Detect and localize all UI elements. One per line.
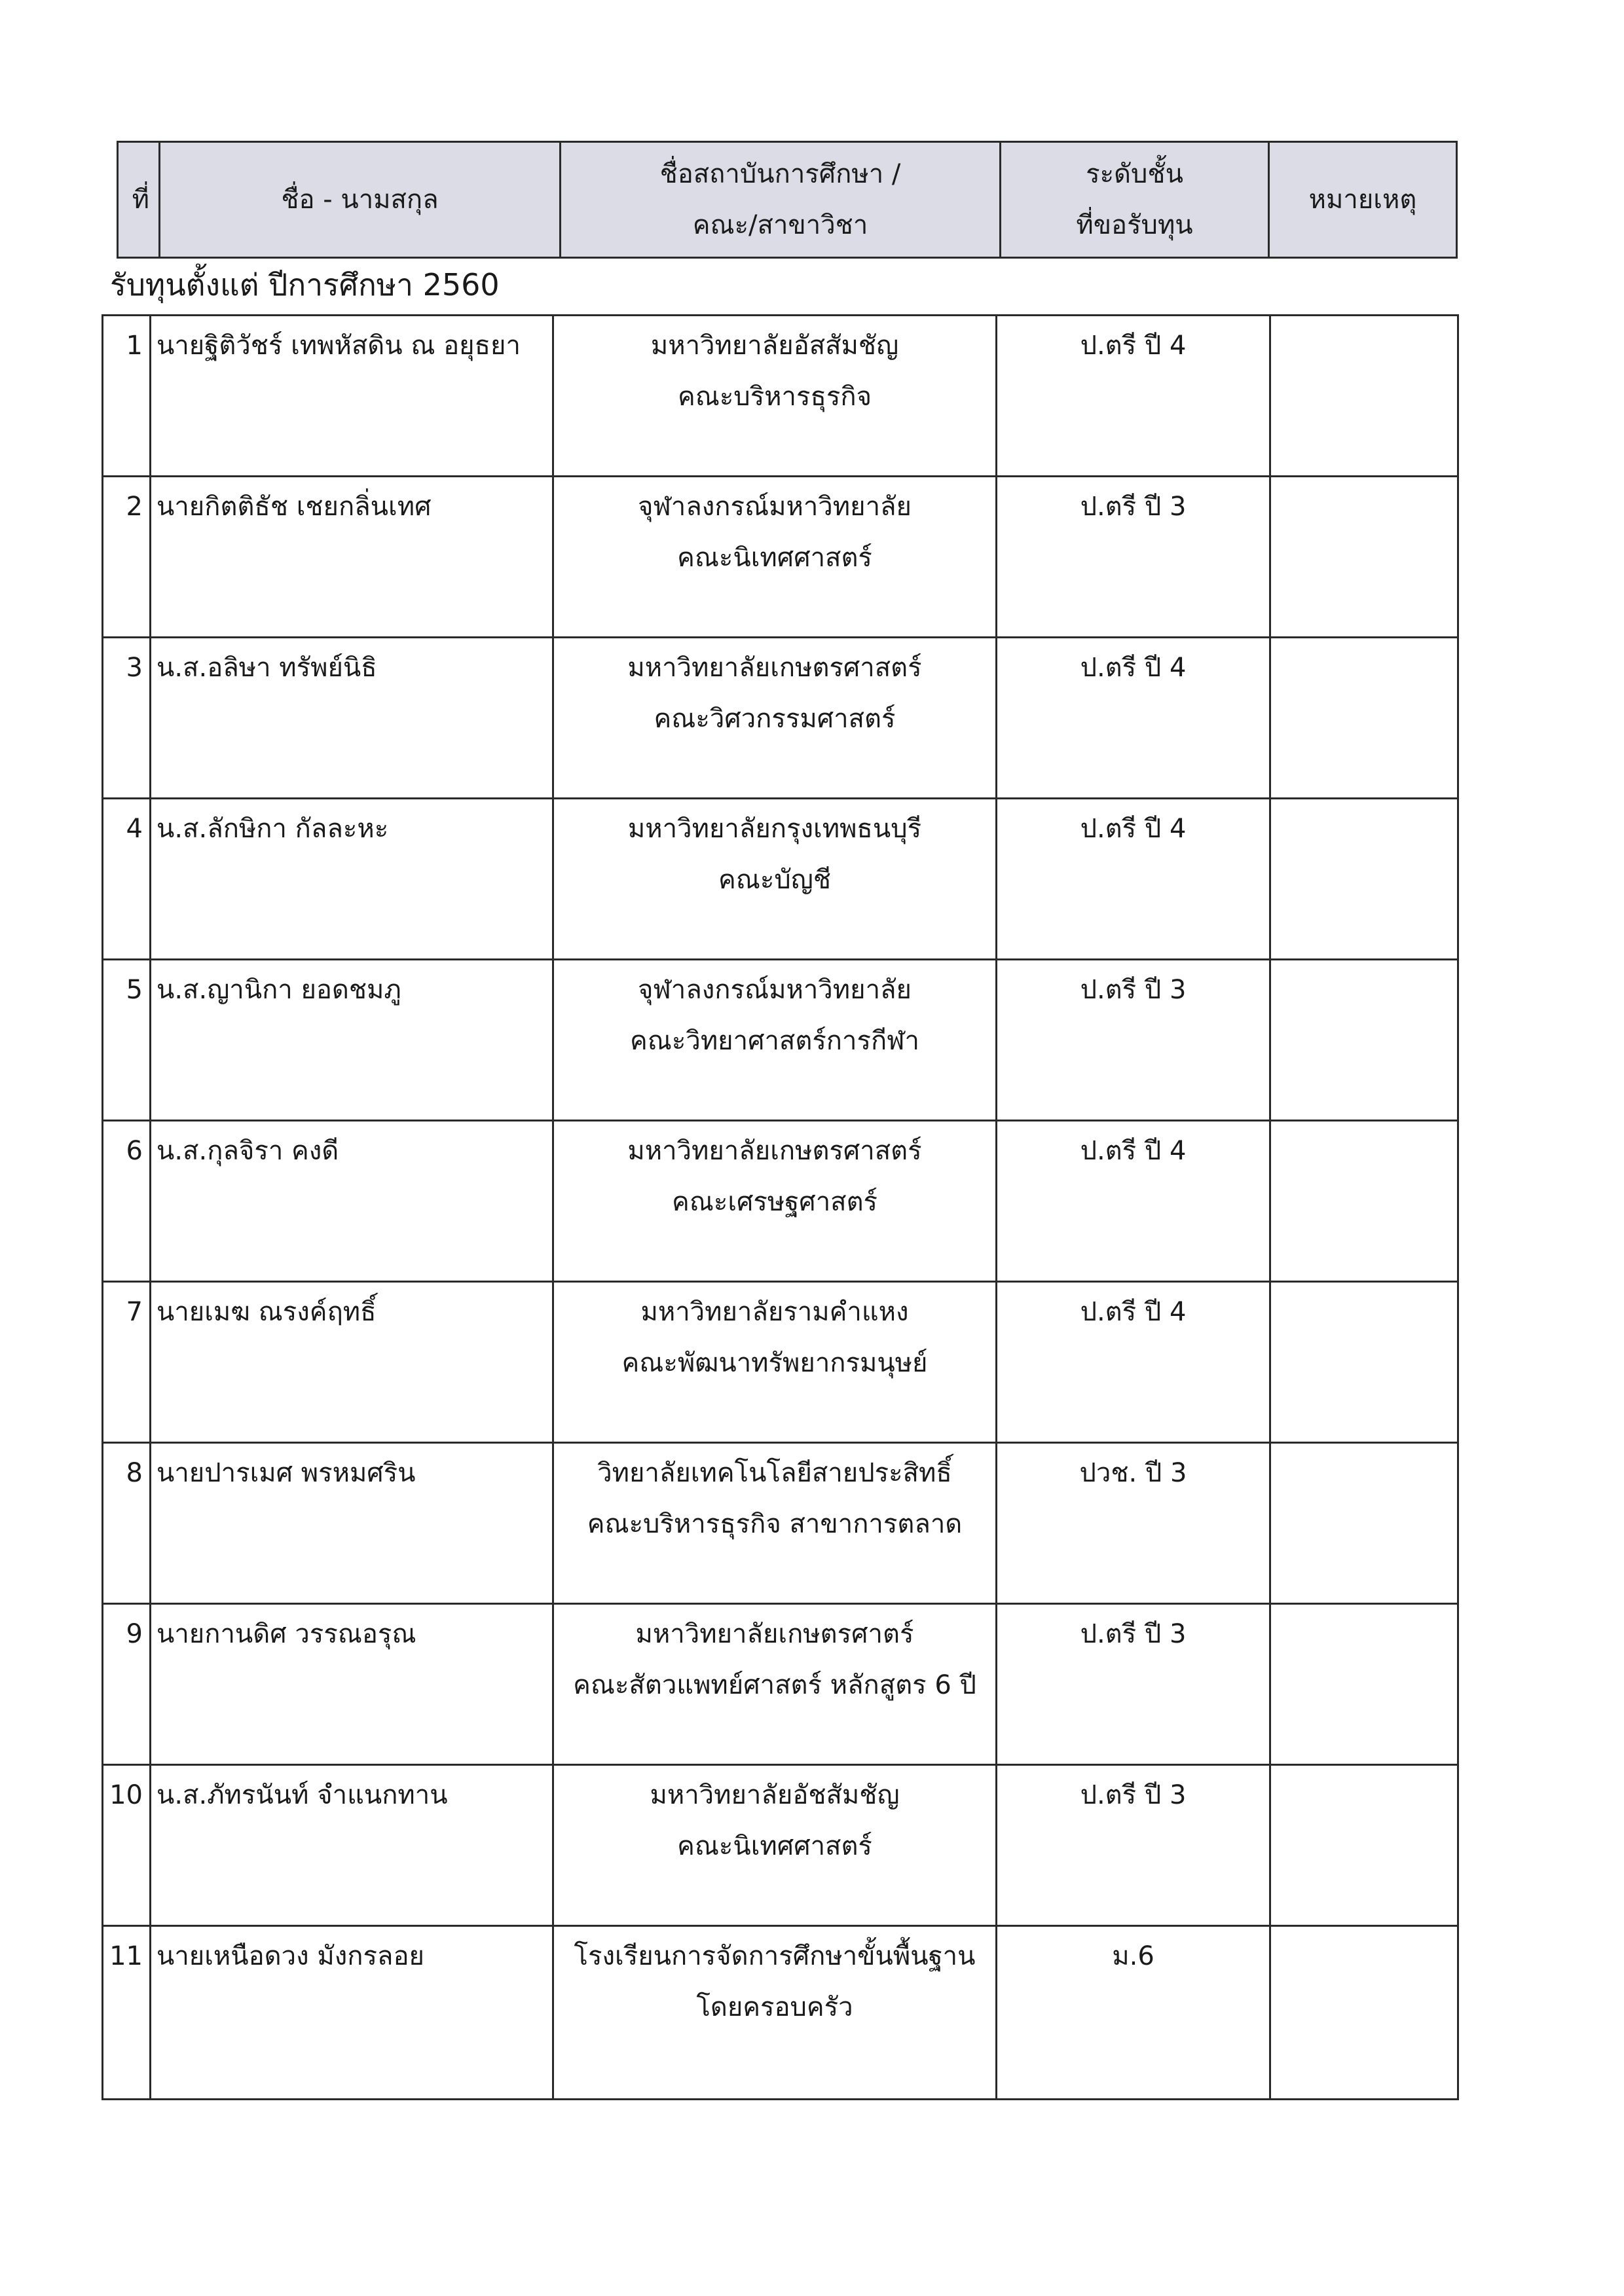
table-row [103, 1443, 1458, 1604]
row-name: น.ส.ภัทรนันท์ จำแนกทาน [151, 1765, 553, 1926]
table-row [103, 960, 1458, 1121]
table-row [103, 1604, 1458, 1765]
header-row [118, 142, 1457, 258]
row-institution-cell [553, 1765, 997, 1926]
row-level: ป.ตรี ปี 3 [997, 1765, 1270, 1926]
scholarship-table [101, 314, 1459, 2100]
row-number: 6 [103, 1121, 151, 1282]
row-name: นายฐิติวัชร์ เทพหัสดิน ณ อยุธยา [151, 316, 553, 477]
row-remark [1270, 477, 1458, 638]
table-row [103, 1282, 1458, 1443]
table-row [103, 638, 1458, 799]
table-row [103, 1926, 1458, 2100]
row-level: ป.ตรี ปี 3 [997, 960, 1270, 1121]
row-name: นายปารเมศ พรหมศริน [151, 1443, 553, 1604]
row-remark [1270, 1282, 1458, 1443]
row-level: ป.ตรี ปี 4 [997, 638, 1270, 799]
row-remark [1270, 960, 1458, 1121]
row-name: นายกิตติธัช เชยกลิ่นเทศ [151, 477, 553, 638]
row-institution-cell [553, 799, 997, 960]
row-remark [1270, 1926, 1458, 2100]
row-faculty: คณะวิทยาศาสตร์การกีฬา [630, 1026, 919, 1056]
row-number: 8 [103, 1443, 151, 1604]
header-no: ที่ [118, 142, 160, 258]
row-level: ป.ตรี ปี 4 [997, 316, 1270, 477]
row-faculty: คณะเศรษฐศาสตร์ [671, 1187, 878, 1217]
header-level [1001, 142, 1269, 258]
row-number: 11 [103, 1926, 151, 2100]
row-remark [1270, 1121, 1458, 1282]
row-institution-cell [553, 638, 997, 799]
row-remark [1270, 638, 1458, 799]
table-row [103, 477, 1458, 638]
row-remark [1270, 799, 1458, 960]
row-level: ป.ตรี ปี 3 [997, 1604, 1270, 1765]
row-level: ปวช. ปี 3 [997, 1443, 1270, 1604]
row-institution: มหาวิทยาลัยอัสสัมชัญ [650, 331, 899, 361]
row-name: น.ส.กุลจิรา คงดี [151, 1121, 553, 1282]
row-institution-cell [553, 1604, 997, 1765]
row-faculty: คณะบริหารธุรกิจ [677, 382, 872, 412]
row-remark [1270, 316, 1458, 477]
row-name: นายเหนือดวง มังกรลอย [151, 1926, 553, 2100]
row-faculty: คณะวิศวกรรมศาสตร์ [654, 704, 896, 734]
section-title: รับทุนตั้งแต่ ปีการศึกษา 2560 [110, 267, 500, 302]
row-level: ม.6 [997, 1926, 1270, 2100]
row-institution: จุฬาลงกรณ์มหาวิทยาลัย [638, 492, 912, 522]
header-remark: หมายเหตุ [1269, 142, 1457, 258]
row-institution-cell [553, 1443, 997, 1604]
header-level-line-1: ระดับชั้น [1086, 159, 1183, 189]
row-number: 3 [103, 638, 151, 799]
row-number: 5 [103, 960, 151, 1121]
row-faculty: คณะนิเทศศาสตร์ [677, 1831, 872, 1861]
header-name: ชื่อ - นามสกุล [160, 142, 561, 258]
row-institution: โรงเรียนการจัดการศึกษาขั้นพื้นฐาน [574, 1941, 976, 1971]
row-number: 2 [103, 477, 151, 638]
header-institution [561, 142, 1001, 258]
row-level: ป.ตรี ปี 3 [997, 477, 1270, 638]
row-faculty: โดยครอบครัว [696, 1992, 853, 2022]
row-institution: มหาวิทยาลัยอัชสัมชัญ [650, 1780, 900, 1810]
header-institution-line-2: คณะ/สาขาวิชา [692, 210, 868, 240]
table-row [103, 316, 1458, 477]
table-row [103, 1121, 1458, 1282]
row-institution: จุฬาลงกรณ์มหาวิทยาลัย [638, 975, 912, 1005]
row-number: 7 [103, 1282, 151, 1443]
row-number: 4 [103, 799, 151, 960]
row-remark [1270, 1443, 1458, 1604]
row-name: นายกานดิศ วรรณอรุณ [151, 1604, 553, 1765]
row-institution-cell [553, 316, 997, 477]
row-number: 9 [103, 1604, 151, 1765]
row-name: น.ส.อลิษา ทรัพย์นิธิ [151, 638, 553, 799]
row-institution-cell [553, 1926, 997, 2100]
row-faculty: คณะบัญชี [718, 865, 831, 895]
table-header [117, 141, 1458, 259]
row-institution-cell [553, 1121, 997, 1282]
row-level: ป.ตรี ปี 4 [997, 1282, 1270, 1443]
header-institution-line-1: ชื่อสถาบันการศึกษา / [659, 159, 901, 189]
table-row [103, 799, 1458, 960]
row-number: 1 [103, 316, 151, 477]
header-level-line-2: ที่ขอรับทุน [1076, 210, 1193, 240]
row-faculty: คณะบริหารธุรกิจ สาขาการตลาด [587, 1509, 963, 1539]
row-institution: มหาวิทยาลัยรามคำแหง [640, 1297, 909, 1327]
row-level: ป.ตรี ปี 4 [997, 1121, 1270, 1282]
row-faculty: คณะพัฒนาทรัพยากรมนุษย์ [621, 1348, 928, 1378]
row-faculty: คณะสัตวแพทย์ศาสตร์ หลักสูตร 6 ปี [573, 1670, 976, 1700]
row-remark [1270, 1765, 1458, 1926]
row-remark [1270, 1604, 1458, 1765]
row-institution-cell [553, 477, 997, 638]
row-institution: วิทยาลัยเทคโนโลยีสายประสิทธิ์ [597, 1458, 952, 1488]
row-faculty: คณะนิเทศศาสตร์ [677, 543, 872, 573]
row-institution-cell [553, 1282, 997, 1443]
row-name: น.ส.ลักษิกา กัลละหะ [151, 799, 553, 960]
row-level: ป.ตรี ปี 4 [997, 799, 1270, 960]
row-institution: มหาวิทยาลัยเกษตรศาสตร์ [627, 653, 922, 683]
row-number: 10 [103, 1765, 151, 1926]
row-name: น.ส.ญานิกา ยอดชมภู [151, 960, 553, 1121]
row-institution: มหาวิทยาลัยเกษตรศาสตร์ [627, 1136, 922, 1166]
row-name: นายเมฆ ณรงค์ฤทธิ์ [151, 1282, 553, 1443]
row-institution-cell [553, 960, 997, 1121]
table-row [103, 1765, 1458, 1926]
row-institution: มหาวิทยาลัยเกษตรศาตร์ [635, 1619, 914, 1649]
row-institution: มหาวิทยาลัยกรุงเทพธนบุรี [627, 814, 922, 844]
